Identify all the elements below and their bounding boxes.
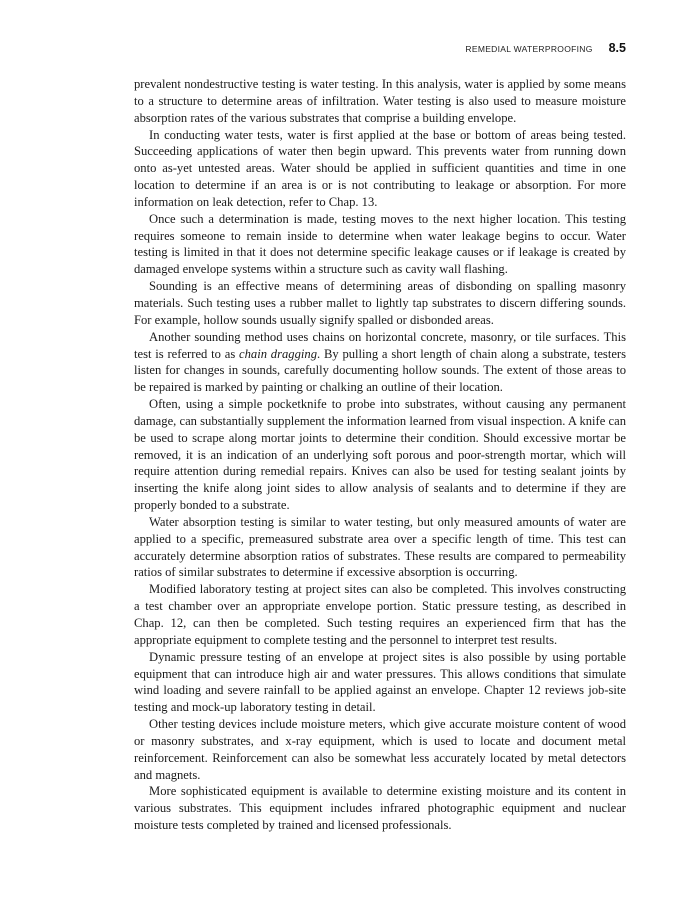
paragraph-next-location: Once such a determination is made, testing moves to the next higher location. This testing requires someone to remain inside to determine when water leakage begins to occur. Water testing is limited in that it does not determine specific leakage causes or if leakage is created by damaged envelope systems within a structure such as cavity wall flashing. (134, 211, 626, 277)
chain-dragging-term: chain dragging (239, 346, 317, 361)
paragraph-water-absorption: Water absorption testing is similar to water testing, but only measured amounts of water are applied to a specific, premeasured substrate area over a specific length of time. This test can accurately determine absorption ratios of substrates. These results are compared to permeability ratios of similar substrates to determine if excessive absorption is occurring. (134, 514, 626, 580)
body-text (134, 76, 626, 834)
chain-dragging-text-before: Another sounding method uses chains on horizontal concrete, masonry, or tile surfaces. This test is referred to as (134, 329, 626, 361)
paragraph-pocketknife: Often, using a simple pocketknife to probe into substrates, without causing any permanent damage, can substantially supplement the information learned from visual inspection. A knife can be used to scrape along mortar joints to determine their condition. Should excessive mortar be removed, it is an indication of an underlying soft porous and poor-strength mortar, which will require attention during remedial repairs. Knives can also be used for testing sealant joints by inserting the knife along joint sides to allow analysis of sealants and to determine if they are properly bonded to a substrate. (134, 397, 626, 513)
paragraph-sophisticated-equipment: More sophisticated equipment is available to determine existing moisture and its content in various substrates. This equipment includes infrared photographic equipment and nuclear moisture tests completed by trained and licensed professionals. (134, 784, 626, 833)
running-head: REMEDIAL WATERPROOFING (465, 44, 593, 54)
paragraph-other-devices: Other testing devices include moisture meters, which give accurate moisture content of wood or masonry substrates, and x-ray equipment, which is used to locate and document metal reinforcement. Reinforcement can also be somewhat less accurately located by metal detectors and magnets. (134, 717, 626, 782)
paragraph-modified-laboratory: Modified laboratory testing at project sites can also be completed. This involves constructing a test chamber over an appropriate envelope portion. Static pressure testing, as described in Chap. 12, can then be completed. Such testing requires an experienced firm that has the appropriate equipment to complete testing and the personnel to interpret test results. (134, 582, 626, 647)
paragraph-sounding: Sounding is an effective means of determining areas of disbonding on spalling masonry materials. Such testing uses a rubber mallet to lightly tap substrates to discern differing sounds. For example, hollow sounds usually signify spalled or disbonded areas. (134, 279, 626, 327)
paragraph-chain-dragging (134, 329, 626, 396)
paragraph-conducting-water-tests: In conducting water tests, water is first applied at the base or bottom of areas being tested. Succeeding applications of water then begin upward. This prevents water from running down onto as-yet untested areas. Water should be applied in sufficient quantities and time in one location to determine if an area is or is not contributing to leakage or absorption. For more information on leak detection, refer to Chap. 13. (134, 127, 626, 209)
paragraph-dynamic-pressure: Dynamic pressure testing of an envelope at project sites is also possible by using portable equipment that can introduce high air and water pressures. This allows conditions that simulate wind loading and severe rainfall to be applied against an envelope. Chapter 12 reviews job-site testing and mock-up laboratory testing in detail. (134, 649, 626, 715)
paragraph-water-testing-intro: prevalent nondestructive testing is water testing. In this analysis, water is applied by some means to a structure to determine areas of infiltration. Water testing is also used to measure moisture absorption rates of the various substrates that comprise a building envelope. (134, 77, 626, 125)
page-header (134, 40, 626, 57)
chain-dragging-text-after: . By pulling a short length of chain along a substrate, testers listen for changes in sounds, carefully documenting hollow sounds. The extent of those areas to be repaired is marked by painting or chalking an outline of their location. (134, 346, 627, 395)
page-number: 8.5 (608, 41, 626, 55)
